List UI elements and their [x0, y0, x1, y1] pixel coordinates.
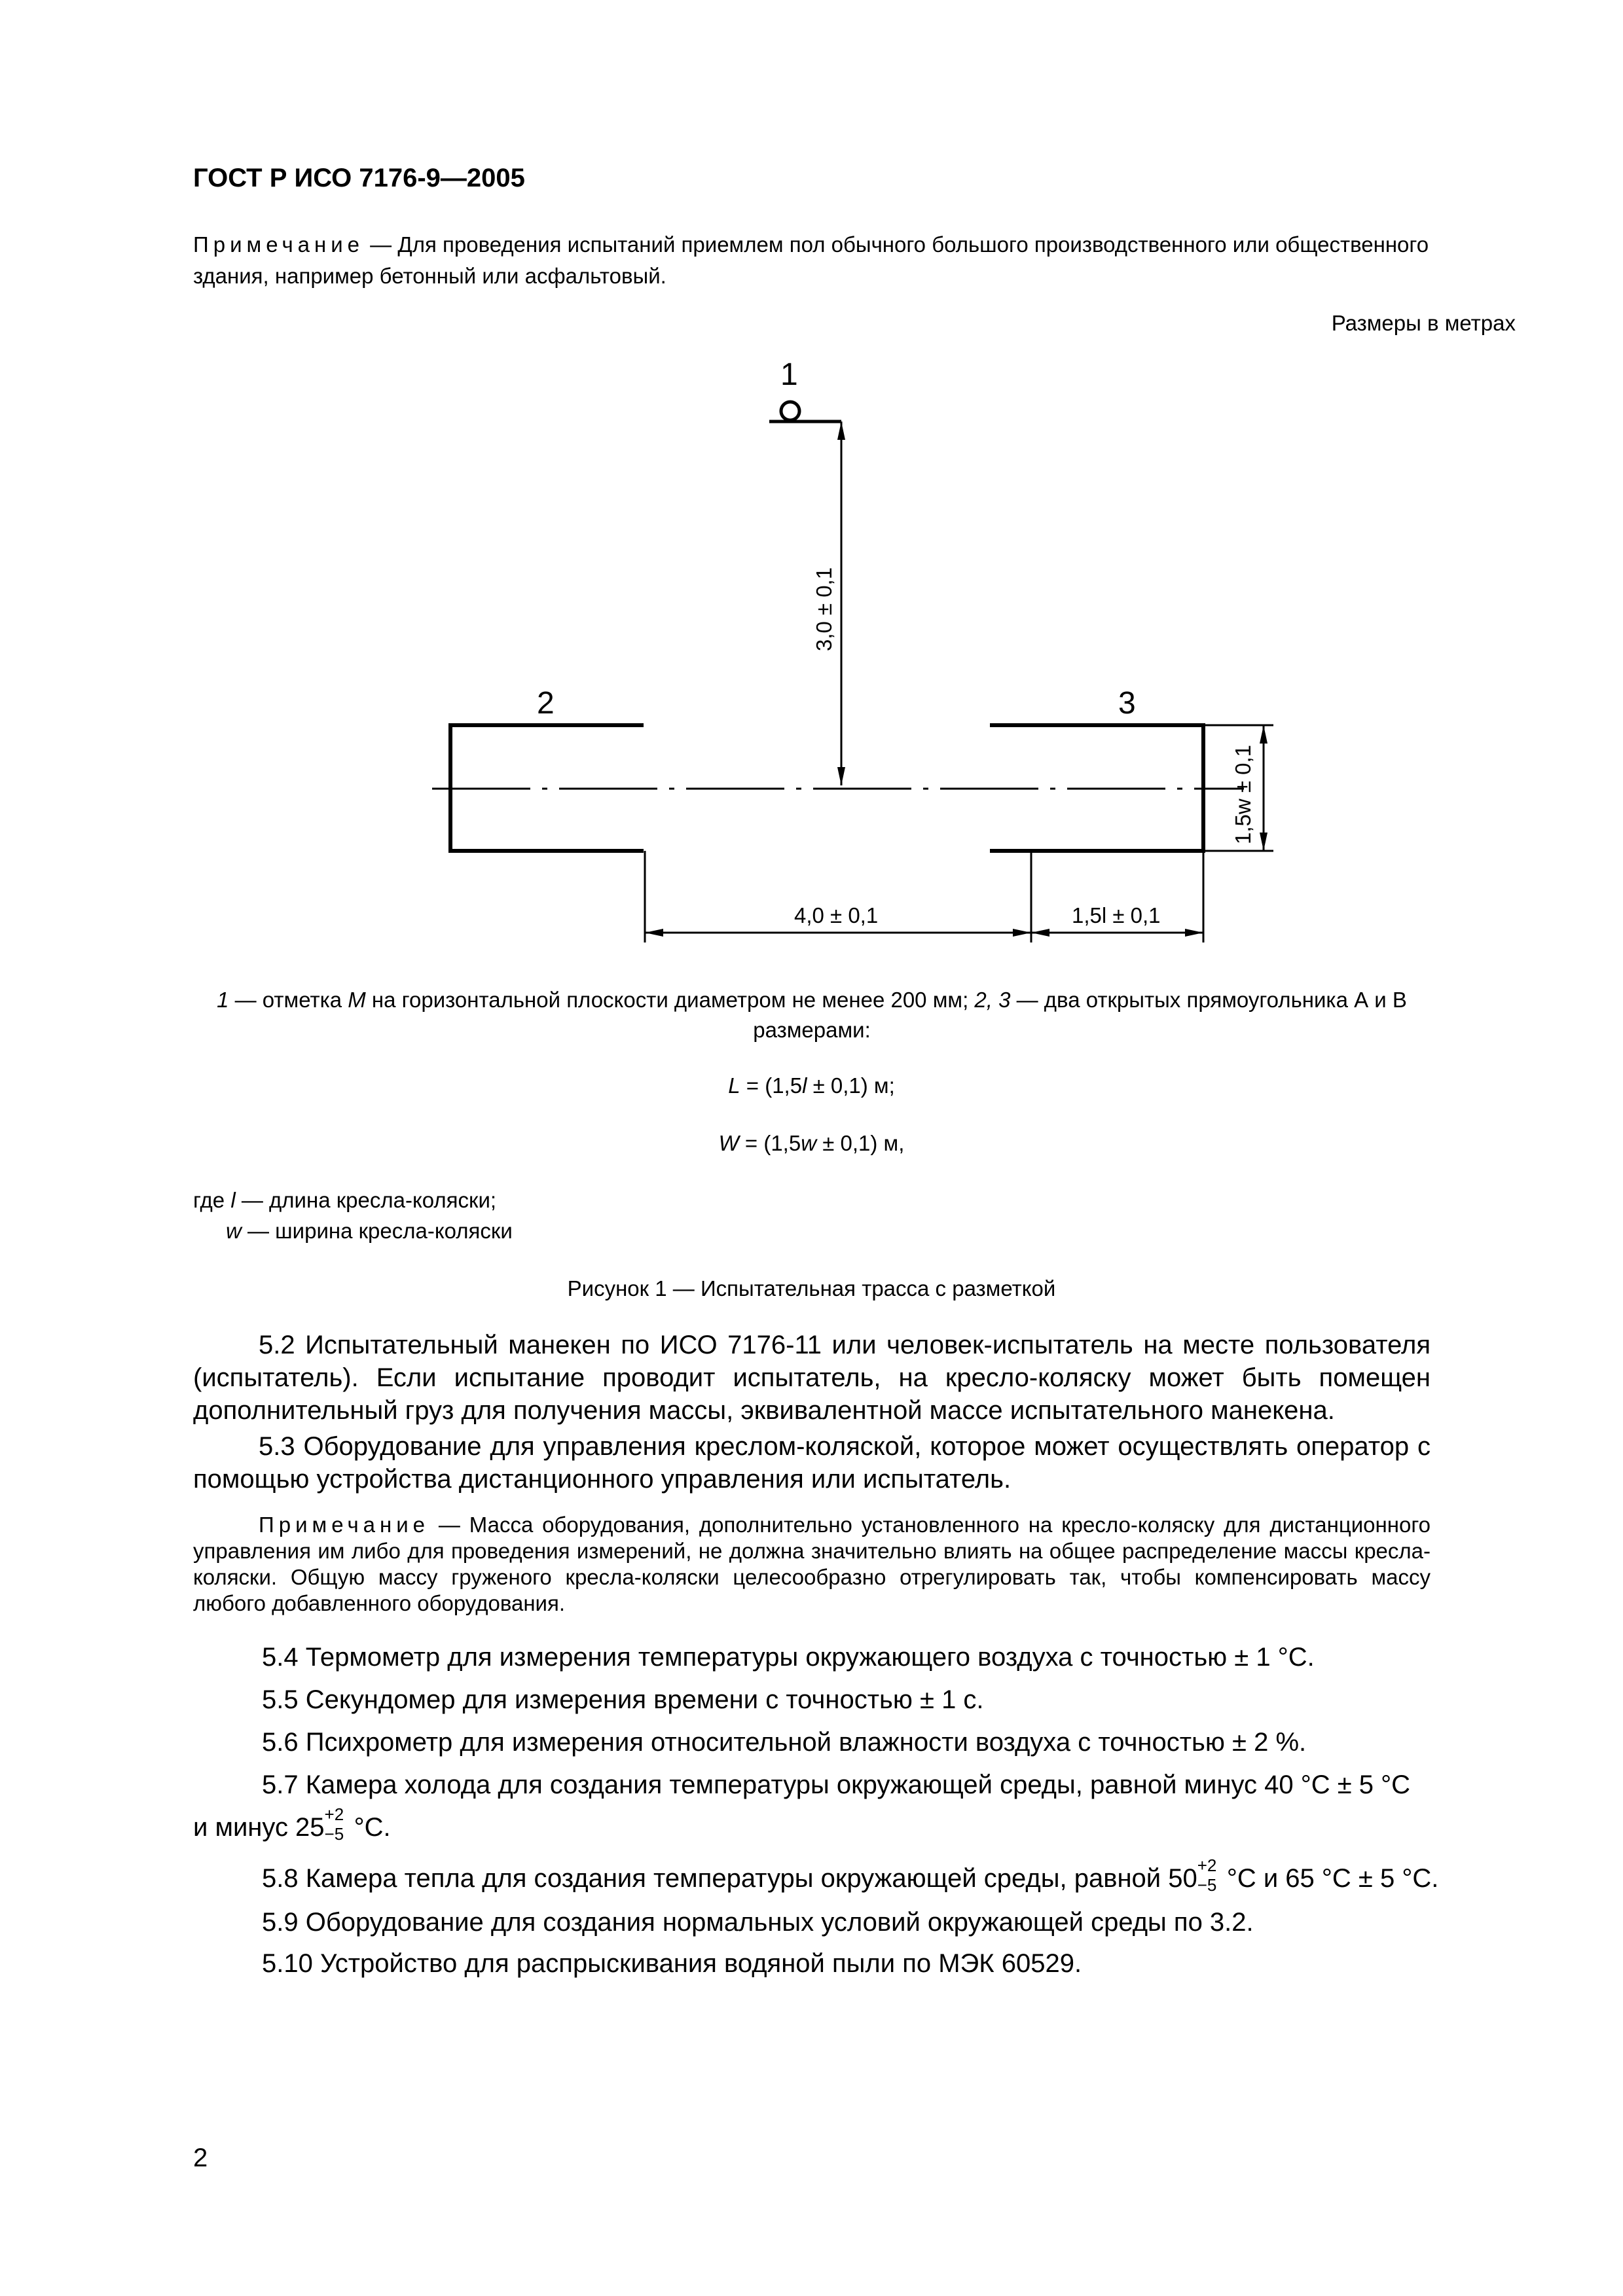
- label-gap-dim: 4,0 ± 0,1: [794, 903, 879, 927]
- paragraph-5-3: 5.3 Оборудование для управления креслом-коляской, которое может осуществлять оператор с помощью устройства дистанционного управления или испытатель.: [193, 1432, 1431, 1494]
- item-5-9: 5.9 Оборудование для создания нормальных условий окружающей среды по 3.2.: [262, 1908, 1254, 1937]
- legend-text-1: — отметка: [228, 988, 348, 1012]
- item-5-8-pre: 5.8 Камера тепла для создания температуры окружающей среды, равной 50: [262, 1864, 1197, 1893]
- document-header: ГОСТ Р ИСО 7176-9—2005: [193, 164, 525, 192]
- item-5-8: [262, 1856, 1439, 1895]
- formula-length: [0, 1073, 1623, 1098]
- item-5-7-post: °С.: [346, 1813, 391, 1842]
- where-w-text: — ширина кресла-коляски: [241, 1219, 513, 1243]
- length-arrow-right: [1185, 929, 1203, 937]
- note-label: Примечание: [193, 232, 365, 257]
- tolerance-50: [1197, 1856, 1220, 1895]
- figure-legend: [193, 985, 1431, 1045]
- item-5-8-post: °С и 65 °С ± 5 °С.: [1219, 1864, 1439, 1893]
- label-rect-3: 3: [1118, 686, 1136, 721]
- paragraph-5-2: 5.2 Испытательный манекен по ИСО 7176-11 или человек-испытатель на месте пользователя (испытатель). Если испытание проводит испытатель, на кресло-коляску может быть помещен дополнительный груз для получения массы, эквивалентной массе испытательного манекена.: [193, 1331, 1431, 1425]
- legend-key-1: 1: [217, 988, 229, 1012]
- formula-l-mid: = (1,5: [740, 1073, 803, 1098]
- legend-text-3: — два открытых прямоугольника А и В размерами:: [753, 988, 1407, 1042]
- gap-arrow-left: [645, 929, 663, 937]
- note-text: — Для проведения испытаний приемлем пол обычного большого производственного или общественного здания, например бетонный или асфальтовый.: [193, 232, 1429, 288]
- where-l-text: — длина кресла-коляски;: [235, 1188, 497, 1212]
- test-course-diagram: [0, 0, 1623, 982]
- where-prefix: где: [193, 1188, 231, 1212]
- label-mark-1: 1: [780, 357, 798, 392]
- legend-key-23: 2, 3: [974, 988, 1011, 1012]
- vertical-arrow-top: [837, 422, 845, 440]
- width-arrow-bottom: [1260, 833, 1267, 851]
- formula-w-mid: = (1,5: [739, 1131, 801, 1155]
- item-5-4: 5.4 Термометр для измерения температуры окружающего воздуха с точностью ± 1 °С.: [262, 1643, 1315, 1672]
- formula-w-sym: w: [801, 1131, 817, 1155]
- mark-m-circle: [781, 402, 799, 420]
- figure-units: Размеры в метрах: [1331, 311, 1516, 335]
- label-width-dim: 1,5w ± 0,1: [1231, 744, 1255, 844]
- item-5-7-pre: и минус 25: [193, 1813, 325, 1842]
- tolerance-upper: +2: [1197, 1856, 1217, 1875]
- legend-text-2: на горизонтальной плоскости диаметром не менее 200 мм;: [365, 988, 975, 1012]
- width-arrow-top: [1260, 725, 1267, 744]
- where-w: [226, 1219, 513, 1244]
- note-equipment-mass: [193, 1512, 1431, 1617]
- formula-w-tail: ± 0,1) м,: [816, 1131, 905, 1155]
- label-vertical-dim: 3,0 ± 0,1: [812, 567, 836, 651]
- item-5-7: 5.7 Камера холода для создания температуры окружающей среды, равной минус 40 °С ± 5 °С: [262, 1770, 1411, 1799]
- legend-m: M: [348, 988, 366, 1012]
- formula-l-tail: ± 0,1) м;: [807, 1073, 895, 1098]
- gap-arrow-right: [1013, 929, 1031, 937]
- where-l-sym: l: [230, 1188, 236, 1212]
- label-rect-2: 2: [537, 686, 555, 721]
- figure-title: Рисунок 1 — Испытательная трасса с разметкой: [567, 1276, 1056, 1300]
- tolerance-upper: +2: [324, 1804, 344, 1824]
- tolerance-lower: −5: [324, 1824, 344, 1844]
- length-arrow-left: [1031, 929, 1049, 937]
- formula-l-var: L: [728, 1073, 740, 1098]
- label-length-dim: 1,5l ± 0,1: [1072, 903, 1161, 927]
- item-5-10: 5.10 Устройство для распрыскивания водяной пыли по МЭК 60529.: [262, 1949, 1082, 1978]
- note-text: — Масса оборудования, дополнительно установленного на кресло-коляску для дистанционного управления им либо для проведения измерений, не должна значительно влиять на общее распределение массы кресла-коляски. Общую массу груженого кресла-коляски целесообразно отрегулировать так, чтобы компенсировать массу любого добавленного оборудования.: [193, 1513, 1431, 1615]
- formula-width: [0, 1131, 1623, 1156]
- item-5-7-continuation: [193, 1804, 391, 1844]
- where-w-sym: w: [226, 1219, 242, 1243]
- vertical-arrow-bottom: [837, 767, 845, 785]
- tolerance-lower: −5: [1197, 1875, 1217, 1895]
- item-5-6: 5.6 Психрометр для измерения относительной влажности воздуха с точностью ± 2 %.: [262, 1728, 1307, 1757]
- page-number: 2: [193, 2144, 208, 2172]
- formula-w-var: W: [718, 1131, 739, 1155]
- tolerance-25: [324, 1804, 347, 1844]
- formula-l-sym: l: [802, 1073, 807, 1098]
- where-l: [193, 1188, 496, 1213]
- note-label: Примечание: [259, 1513, 430, 1537]
- item-5-5: 5.5 Секундомер для измерения времени с точностью ± 1 с.: [262, 1685, 984, 1714]
